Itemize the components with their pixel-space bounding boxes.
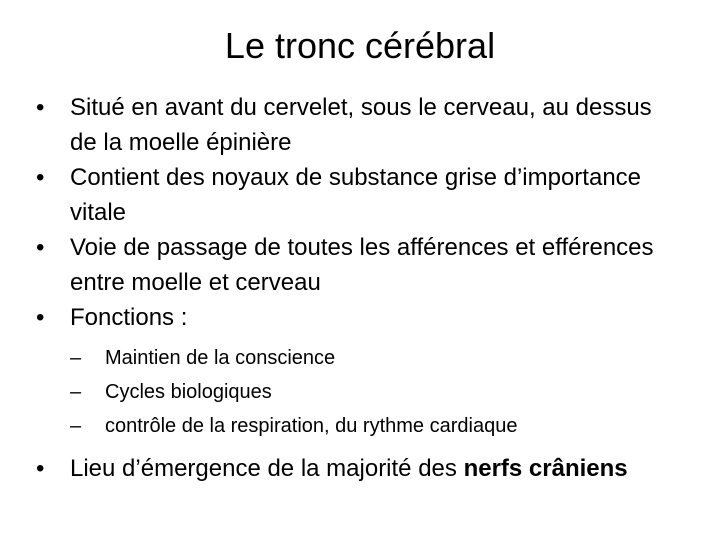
bullet-text: Situé en avant du cervelet, sous le cerveau, au dessus de la moelle épinière — [70, 94, 652, 156]
bullet-text: Voie de passage de toutes les afférences et efférences entre moelle et cerveau — [70, 234, 654, 296]
bullet-icon: • — [36, 94, 45, 121]
bullet-icon: • — [36, 455, 45, 482]
sub-bullet-text: contrôle de la respiration, du rythme cardiaque — [105, 415, 518, 437]
bullet-item-functions — [36, 300, 666, 335]
bullet-item-cranial-nerves — [36, 451, 666, 486]
sub-bullet-text: Cycles biologiques — [105, 381, 272, 403]
bullet-text: Fonctions : — [70, 304, 188, 331]
sub-bullet-consciousness — [70, 341, 666, 375]
sub-bullet-respiration — [70, 409, 666, 443]
bullet-item-nuclei — [36, 160, 666, 230]
bullet-icon: • — [36, 164, 45, 191]
sub-bullet-text: Maintien de la conscience — [105, 347, 336, 369]
bullet-text: Lieu d’émergence de la majorité des — [70, 455, 464, 482]
slide-title: Le tronc cérébral — [224, 25, 496, 66]
sub-bullet-list — [70, 341, 666, 443]
bullet-bold-text: nerfs crâniens — [463, 455, 628, 482]
bullet-icon: • — [36, 234, 45, 261]
dash-icon: – — [70, 415, 82, 437]
bullet-item-pathway — [36, 230, 666, 300]
dash-icon: – — [70, 381, 82, 403]
bullet-item-location — [36, 90, 666, 160]
dash-icon: – — [70, 347, 82, 369]
bullet-text: Contient des noyaux de substance grise d’importance vitale — [70, 164, 642, 226]
bullet-list — [36, 90, 666, 486]
bullet-icon: • — [36, 304, 45, 331]
sub-bullet-cycles — [70, 375, 666, 409]
